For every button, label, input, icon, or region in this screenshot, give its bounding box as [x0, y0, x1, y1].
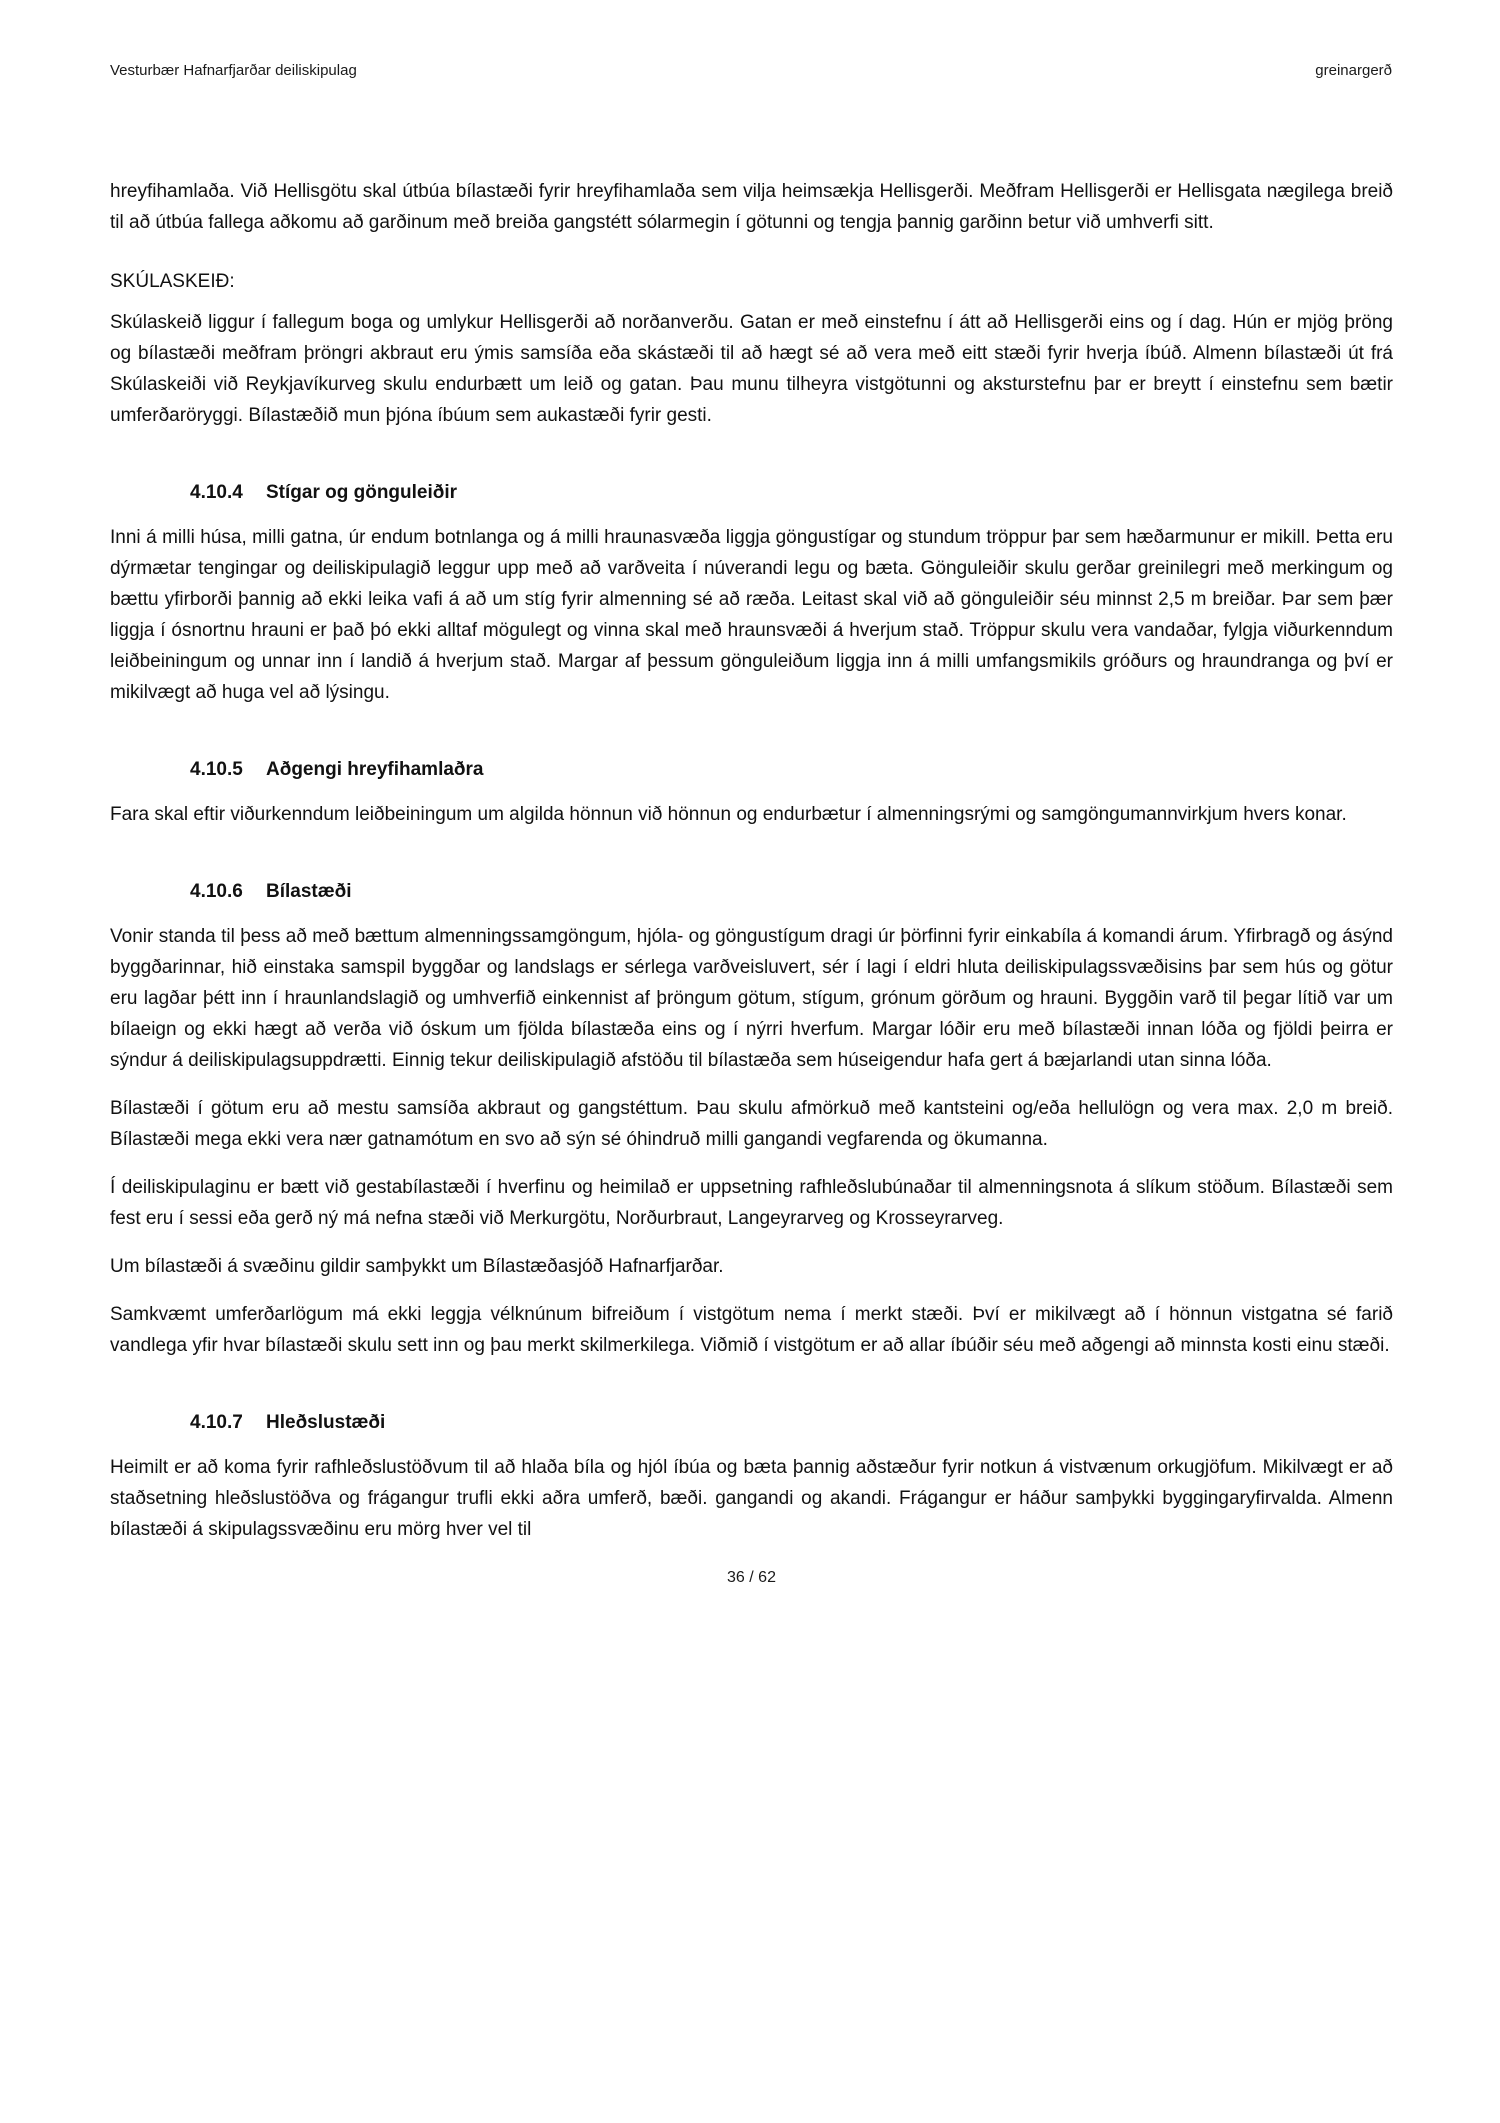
header-left-title: Vesturbær Hafnarfjarðar deiliskipulag	[110, 62, 357, 79]
paragraph: Inni á milli húsa, milli gatna, úr endum botnlanga og á milli hraunasvæða liggja göngustígar og stundum tröppur þar sem hæðarmunur er mikill. Þetta eru dýrmætar tengingar og deiliskipulagið leggur upp með að varðveita í núverandi legu og bæta. Gönguleiðir skulu gerðar greinilegri með merkingum og bættu yfirborði þannig að ekki leika vafi á að um stíg fyrir almenning sé að ræða. Leitast skal við að gönguleiðir séu minnst 2,5 m breiðar. Þar sem þær liggja í ósnortnu hrauni er það þó ekki alltaf mögulegt og vinna skal með hraunsvæði á hverjum stað. Tröppur skulu vera vandaðar, fylgja viðurkenndum leiðbeiningum og unnar inn í landið á hverjum stað. Margar af þessum gönguleiðum liggja inn á milli umfangsmikils gróðurs og hraundranga og því er mikilvægt að huga vel að lýsingu.	[110, 527, 1393, 703]
section-number: 4.10.5	[190, 759, 243, 780]
section-number: 4.10.6	[190, 881, 243, 902]
section-number: 4.10.7	[190, 1412, 243, 1433]
header-right-label: greinargerð	[1315, 62, 1392, 79]
document-body	[110, 176, 1393, 1593]
paragraph: Skúlaskeið liggur í fallegum boga og umlykur Hellisgerði að norðanverðu. Gatan er með einstefnu í átt að Hellisgerði eins og í dag. Hún er mjög þröng og bílastæði meðfram þröngri akbraut eru ýmis samsíða eða skástæði til að hægt sé að vera með eitt stæði fyrir hverja íbúð. Almenn bílastæði út frá Skúlaskeiði við Reykjavíkurveg skulu endurbætt um leið og gatan. Þau munu tilheyra vistgötunni og aksturstefnu þar er breytt í einstefnu sem bætir umferðaröryggi. Bílastæðið mun þjóna íbúum sem aukastæði fyrir gesti.	[110, 312, 1393, 426]
paragraph: Í deiliskipulaginu er bætt við gestabílastæði í hverfinu og heimilað er uppsetning rafhleðslubúnaðar til almenningsnota á slíkum stöðum. Bílastæði sem fest eru í sessi eða gerð ný má nefna stæði við Merkurgötu, Norðurbraut, Langeyrarveg og Krosseyrarveg.	[110, 1177, 1393, 1229]
section-title: Hleðslustæði	[266, 1412, 386, 1433]
section-title: Aðgengi hreyfihamlaðra	[266, 759, 484, 780]
section-number: 4.10.4	[190, 482, 243, 503]
section-title: Bílastæði	[266, 881, 352, 902]
section-heading	[110, 1407, 1393, 1438]
paragraph: Vonir standa til þess að með bættum almenningssamgöngum, hjóla- og göngustígum dragi úr þörfinni fyrir einkabíla á komandi árum. Yfirbragð og ásýnd byggðarinnar, hið einstaka samspil byggðar og landslags er sérlega varðveisluvert, sér í lagi í eldri hluta deiliskipulagssvæðisins þar sem hús og götur eru lagðar þétt inn í hraunlandslagið og umhverfið einkennist af þröngum götum, stígum, grónum görðum og hrauni. Byggðin varð til þegar lítið var um bílaeign og ekki hægt að verða við óskum um fjölda bílastæða eins og í nýrri hverfum. Margar lóðir eru með bílastæði innan lóða og fjöldi þeirra er sýndur á deiliskipulagsuppdrætti. Einnig tekur deiliskipulagið afstöðu til bílastæða sem húseigendur hafa gert á bæjarlandi utan sinna lóða.	[110, 926, 1393, 1071]
paragraph: Bílastæði í götum eru að mestu samsíða akbraut og gangstéttum. Þau skulu afmörkuð með kantsteini og/eða hellulögn og vera max. 2,0 m breið. Bílastæði mega ekki vera nær gatnamótum en svo að sýn sé óhindruð milli gangandi vegfarenda og ökumanna.	[110, 1098, 1393, 1150]
page-header	[110, 62, 1392, 79]
section-heading	[110, 876, 1393, 907]
paragraph: Samkvæmt umferðarlögum má ekki leggja vélknúnum bifreiðum í vistgötum nema í merkt stæði. Því er mikilvægt að í hönnun vistgatna sé farið vandlega yfir hvar bílastæði skulu sett inn og þau merkt skilmerkilega. Viðmið í vistgötum er að allar íbúðir séu með aðgengi að minnsta kosti einu stæði.	[110, 1304, 1393, 1356]
section-title: Stígar og gönguleiðir	[266, 482, 458, 503]
section-heading	[110, 754, 1393, 785]
page-number: 36 / 62	[727, 1569, 776, 1586]
subheading: SKÚLASKEIÐ:	[110, 271, 235, 292]
paragraph: Fara skal eftir viðurkenndum leiðbeiningum um algilda hönnun við hönnun og endurbætur í almenningsrými og samgöngumannvirkjum hvers konar.	[110, 804, 1347, 825]
paragraph: hreyfihamlaða. Við Hellisgötu skal útbúa bílastæði fyrir hreyfihamlaða sem vilja heimsækja Hellisgerði. Meðfram Hellisgerði er Hellisgata nægilega breið til að útbúa fallega aðkomu að garðinum með breiða gangstétt sólarmegin í götunni og tengja þannig garðinn betur við umhverfi sitt.	[110, 181, 1393, 233]
paragraph: Heimilt er að koma fyrir rafhleðslustöðvum til að hlaða bíla og hjól íbúa og bæta þannig aðstæður fyrir notkun á vistvænum orkugjöfum. Mikilvægt er að staðsetning hleðslustöðva og frágangur trufli ekki aðra umferð, bæði. gangandi og akandi. Frágangur er háður samþykki byggingaryfirvalda. Almenn bílastæði á skipulagssvæðinu eru mörg hver vel til	[110, 1457, 1393, 1540]
paragraph: Um bílastæði á svæðinu gildir samþykkt um Bílastæðasjóð Hafnarfjarðar.	[110, 1256, 724, 1277]
section-heading	[110, 477, 1393, 508]
